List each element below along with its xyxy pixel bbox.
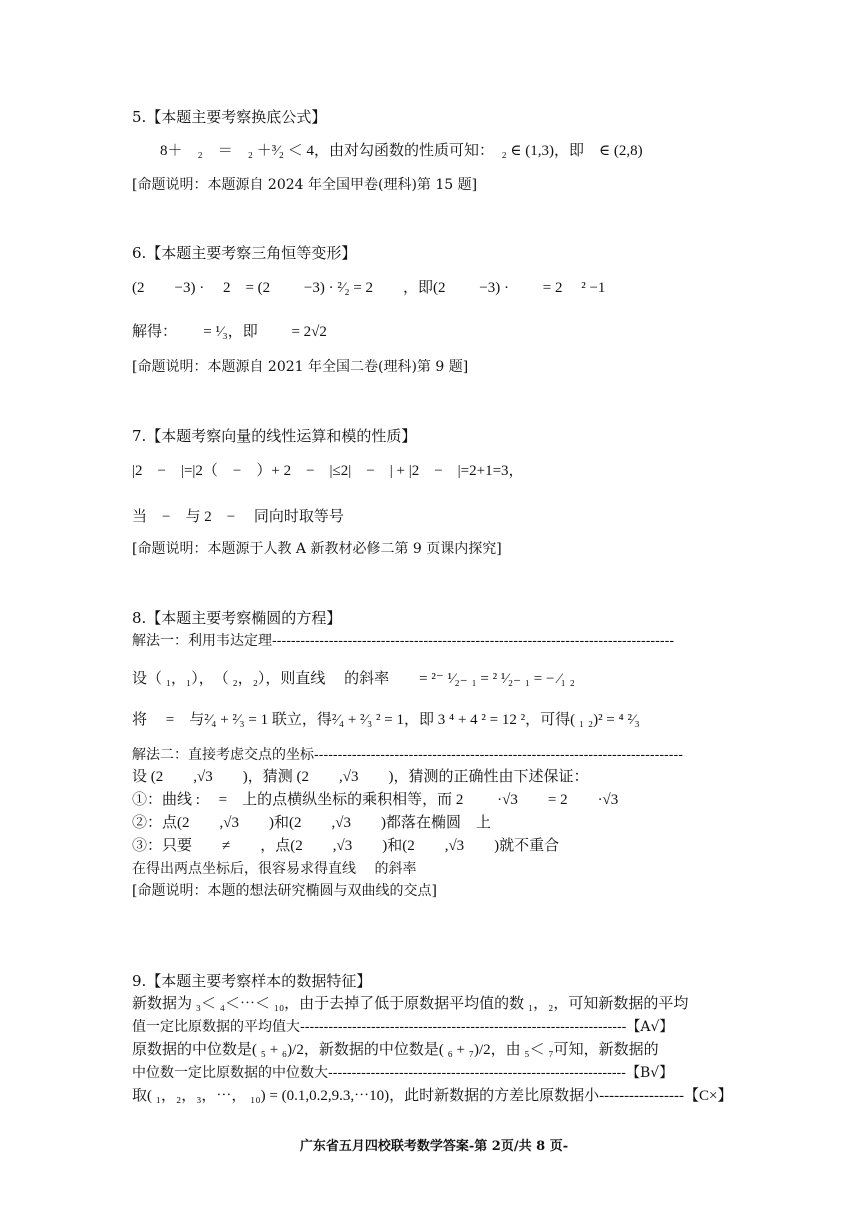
q7-equation: |2 − |=|2（ − ）+ 2 − |≤2| − | + |2 − |=2+1=3， — [132, 463, 524, 479]
q6-title: 6.【本题主要考察三角恒等变形】 — [132, 244, 357, 262]
q9-line-1: 新数据为 ₃＜ ₄＜⋯＜ ₁₀，由于去掉了低于原数据平均值的数 ₁，₂，可知新数据的平均 — [132, 996, 689, 1012]
q9-line-3: 原数据的中位数是( ₅ + ₆)/2，新数据的中位数是( ₆ + ₇)/2，由 ₅＜ ₇可知，新数据的 — [132, 1042, 659, 1058]
q8-method2-conclusion: 在得出两点坐标后，很容易求得直线 的斜率 — [132, 861, 417, 877]
q6-solution: 解得： = ¹⁄₃，即 = 2√2 — [132, 324, 327, 340]
q9-title: 9.【本题主要考察样本的数据特征】 — [132, 972, 372, 990]
q9-line-4-option-b: 中位数一定比原数据的中位数大---------------------------------------------------------------【B√】 — [132, 1065, 674, 1081]
q7-note: [命题说明：本题源于人教 A 新教材必修二第 9 页课内探究] — [132, 541, 502, 557]
q7-equality-condition: 当 − 与 2 − 同向时取等号 — [132, 509, 344, 525]
q8-method2-heading: 解法二：直接考虑交点的坐标------------------------------------------------------------------------------ — [132, 747, 683, 763]
q5-note: [命题说明：本题源自 2024 年全国甲卷(理科)第 15 题] — [132, 177, 478, 193]
q7-title: 7.【本题考察向量的线性运算和模的性质】 — [132, 427, 417, 445]
q8-title: 8.【本题主要考察椭圆的方程】 — [132, 609, 342, 627]
q9-line-5-option-c: 取( ₁，₂，₃，⋯， ₁₀) = (0.1,0.2,9.3,⋯10)，此时新数据的方差比原数据小-----------------【C×】 — [132, 1088, 733, 1104]
q9-line-2-option-a: 值一定比原数据的平均值大---------------------------------------------------------------------【A√】 — [132, 1019, 674, 1035]
q5-equation: 8＋ ₂ ＝ ₂ ＋³⁄₂ ＜ 4，由对勾函数的性质可知： ₂ ∈ (1,3)，即 ∈ (2,8) — [160, 143, 643, 159]
q8-note: [命题说明：本题的想法研究椭圆与双曲线的交点] — [132, 883, 437, 899]
q8-method2-reason1: ①：曲线 : = 上的点横纵坐标的乘积相等，而 2 ·√3 = 2 ·√3 — [132, 792, 619, 808]
q8-method1-substitution: 将 = 与²⁄₄ + ²⁄₃ = 1 联立，得²⁄₄ + ²⁄₃ ² = 1，即 3 ⁴ + 4 ² = 12 ²，可得( ₁ ₂)² = ⁴ ²⁄₃ — [132, 712, 640, 728]
q5-title: 5.【本题主要考察换底公式】 — [132, 108, 327, 126]
page-footer: 广东省五月四校联考数学答案-第 2页/共 8 页- — [299, 1139, 569, 1154]
q8-method2-guess: 设 (2 ,√3 )，猜测 (2 ,√3 )，猜测的正确性由下述保证： — [132, 769, 589, 785]
q6-equation: (2 −3) · 2 = (2 −3) · ²⁄₂ = 2 ，即(2 −3) · = 2 ² −1 — [132, 280, 606, 296]
q8-method1-slope: 设（ ₁，₁）， （ ₂，₂），则直线 的斜率 = ²⁻ ¹⁄₂₋ ₁ = ² ¹⁄₂₋ ₁ = − ⁄₁ ₂ — [132, 671, 575, 687]
q6-note: [命题说明：本题源自 2021 年全国二卷(理科)第 9 题] — [132, 359, 469, 375]
q8-method1-heading: 解法一：利用韦达定理------------------------------------------------------------------------------------- — [132, 633, 675, 649]
q8-method2-reason3: ③：只要 ≠ ，点(2 ,√3 )和(2 ,√3 )就不重合 — [132, 838, 560, 854]
q8-method2-reason2: ②：点(2 ,√3 )和(2 ,√3 )都落在椭圆 上 — [132, 815, 491, 831]
